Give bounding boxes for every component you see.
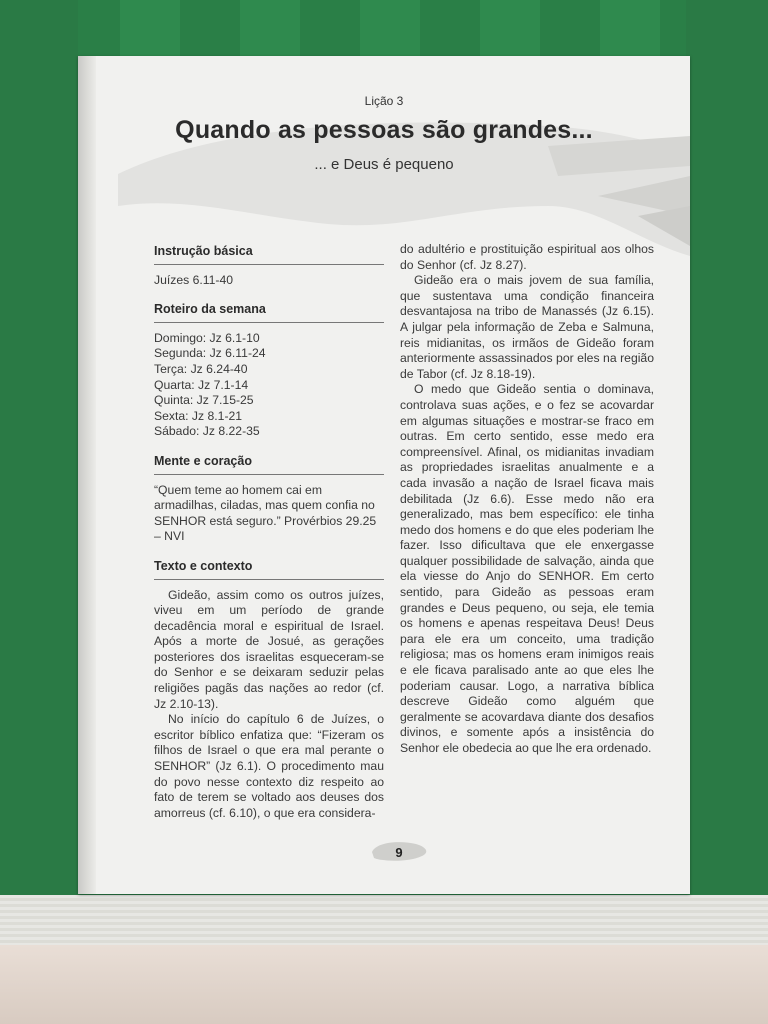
right-column <box>400 242 654 757</box>
reading-item: Sábado: Jz 8.22-35 <box>154 424 260 439</box>
body-paragraph: No início do capítulo 6 de Juízes, o escritor bíblico enfatiza que: “Fizeram os filhos de Israel o que era mal perante o SENHOR” (Jz 6.1). O procedimento mau do povo nesse contexto diz respeito ao fato de terem se voltado aos deuses dos amorreus (cf. 6.10), o que era considera- <box>154 712 384 820</box>
page-title: Quando as pessoas são grandes... <box>175 116 593 144</box>
text-context-section <box>154 559 384 822</box>
reading-item: Quinta: Jz 7.15-25 <box>154 393 254 408</box>
section-heading: Texto e contexto <box>154 559 384 580</box>
lesson-label: Lição 3 <box>364 94 404 108</box>
reading-item: Quarta: Jz 7.1-14 <box>154 377 249 392</box>
section-heading: Mente e coração <box>154 454 384 475</box>
body-paragraph: do adultério e prostituição espiritual aos olhos do Senhor (cf. Jz 8.27). <box>400 242 654 272</box>
memory-verse: “Quem teme ao homem cai em armadilhas, ciladas, mas quem confia no SENHOR está seguro.” Provérbios 29.25 – NVI <box>154 482 377 544</box>
booklet-page <box>78 56 690 894</box>
mind-heart-section <box>154 454 384 545</box>
body-paragraph: Gideão era o mais jovem de sua família, que sustentava uma condição financeira desvantajosa na tribo de Manassés (Jz 6.15). A julgar pela informação de Zeba e Salmuna, reis midianitas, os irmãos de Gideão foram anteriormente assassinados por eles na região de Tabor (cf. Jz 8.18-19). <box>400 273 654 381</box>
section-heading: Instrução básica <box>154 244 384 265</box>
green-background-left <box>0 0 78 1024</box>
reading-item: Segunda: Jz 6.11-24 <box>154 346 266 361</box>
reading-item: Terça: Jz 6.24-40 <box>154 361 248 376</box>
left-column <box>154 244 384 835</box>
green-background-right <box>686 0 768 1024</box>
body-paragraph: Gideão, assim como os outros juízes, viveu em um período de grande decadência moral e espiritual de Israel. Após a morte de Josué, as gerações posteriores dos israelitas esqueceram-se do Senhor e se deixaram seduzir pelas religiões pagãs das nações ao redor (cf. Jz 2.10-13). <box>154 587 384 711</box>
reading-item: Sexta: Jz 8.1-21 <box>154 408 243 423</box>
weekly-schedule-section <box>154 302 384 440</box>
table-surface <box>0 945 768 1024</box>
basic-instruction-text: Juízes 6.11-40 <box>154 272 234 287</box>
page-subtitle: ... e Deus é pequeno <box>314 156 454 173</box>
section-heading: Roteiro da semana <box>154 302 384 323</box>
basic-instruction-section <box>154 244 384 288</box>
page-number: 9 <box>395 845 403 860</box>
body-paragraph: O medo que Gideão sentia o dominava, controlava suas ações, e o fez se acovardar em algumas situações e mostrar-se fraco em outras. Em certo sentido, esse medo era compreensível. Afinal, os midianitas invadiam as propriedades israelitas anualmente e a cada invasão a nação de Israel ficava mais debilitada (Jz 6.6). Esse medo não era generalizado, mas bem específico: ele tinha medo dos homens e do que eles poderiam lhe fazer. Isso dificultava que ele enxergasse qualquer possibilidade de salvação, ainda que ela viesse do Anjo do SENHOR. Em certo sentido, para Gideão as pessoas eram grandes e Deus pequeno, ou seja, ele temia os homens e apenas respeitava Deus! Deus para ele era um conceito, uma tradição religiosa; mas os homens eram inimigos reais e ele ficava paralisado ante ao que eles lhe poderiam causar. Logo, a narrativa bíblica descreve Gideão como alguém que geralmente se acovardava diante dos desafios divinos, e somente após a insistência do Senhor ele obedecia ao que lhe era ordenado. <box>400 382 654 755</box>
reading-item: Domingo: Jz 6.1-10 <box>154 330 260 345</box>
